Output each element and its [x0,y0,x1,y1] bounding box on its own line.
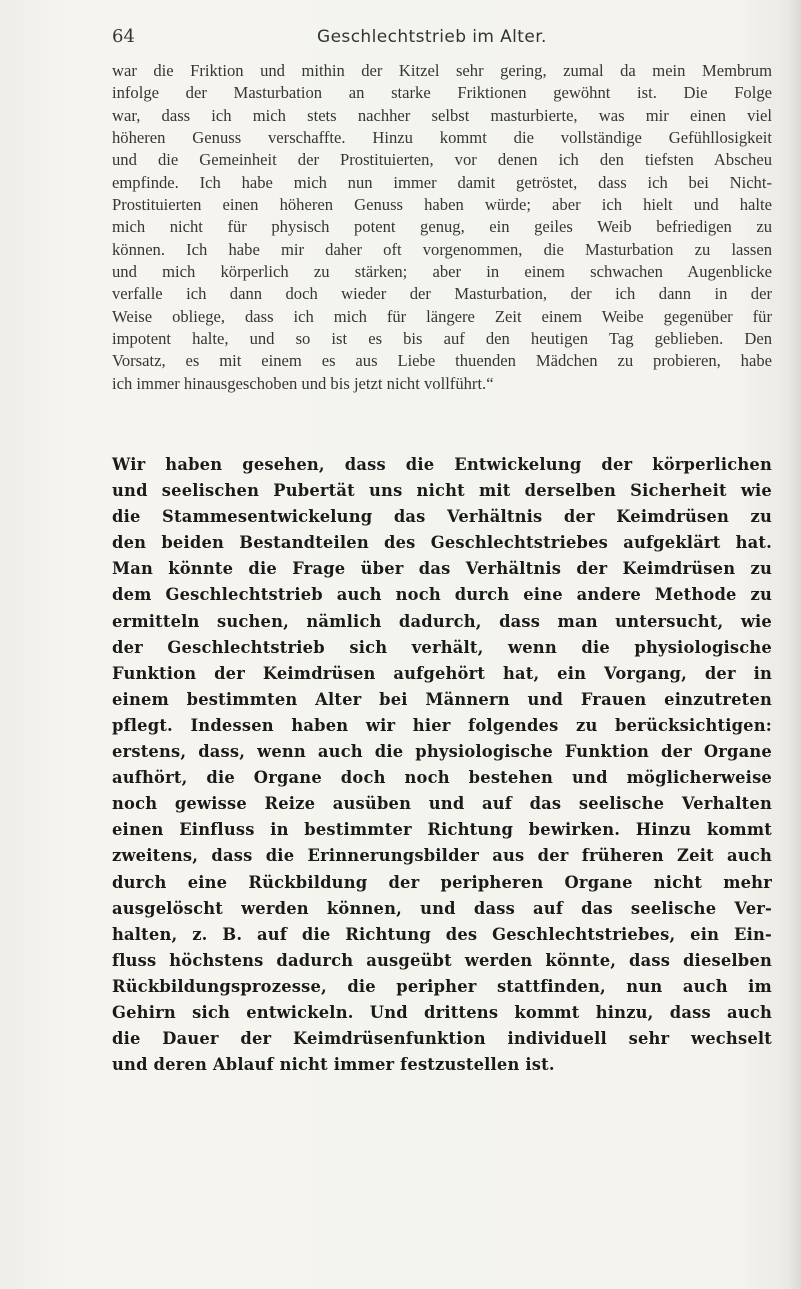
page-header [112,26,762,50]
body-line: erstens, dass, wenn auch die physiologische Funktion der Organe [112,742,772,762]
quote-line: infolge der Masturbation an starke Friktionen gewöhnt ist. Die Folge [112,83,772,103]
quote-line: ich immer hinausgeschoben und bis jetzt nicht vollführt.“ [112,373,494,393]
body-line: halten, z. B. auf die Richtung des Geschlechtstriebes, ein Ein- [112,924,772,944]
body-line: die Dauer der Keimdrüsenfunktion individuell sehr wechselt [112,1029,772,1049]
body-line: zweitens, dass die Erinnerungsbilder aus der früheren Zeit auch [112,846,772,866]
quote-line: können. Ich habe mir daher oft vorgenommen, die Masturbation zu lassen [112,239,772,259]
running-title: Geschlechtstrieb im Alter. [317,27,547,47]
page-edge-shadow [787,0,801,1289]
body-line: noch gewisse Reize ausüben und auf das seelische Verhalten [112,794,772,814]
body-line: Gehirn sich entwickeln. Und drittens kommt hinzu, dass auch [112,1002,772,1022]
quote-line: höheren Genuss verschaffte. Hinzu kommt die vollständige Gefühllosigkeit [112,128,772,148]
body-line: durch eine Rückbildung der peripheren Organe nicht mehr [112,872,772,892]
body-line: dem Geschlechtstrieb auch noch durch eine andere Methode zu [112,585,772,605]
body-line: Man könnte die Frage über das Verhältnis der Keimdrüsen zu [112,559,772,579]
body-line: fluss höchstens dadurch ausgeübt werden könnte, dass dieselben [112,950,772,970]
body-line: Wir haben gesehen, dass die Entwickelung der körperlichen [112,455,772,474]
quote-line: Weise obliege, dass ich mich für längere Zeit einem Weibe gegenüber für [112,306,772,326]
body-line: und seelischen Pubertät uns nicht mit derselben Sicherheit wie [112,481,772,501]
quote-line: und mich körperlich zu stärken; aber in einem schwachen Augenblicke [112,262,772,282]
body-line: einen Einfluss in bestimmter Richtung bewirken. Hinzu kommt [112,820,772,840]
quote-line: empfinde. Ich habe mich nun immer damit getröstet, dass ich bei Nicht- [112,172,772,192]
quoted-case-paragraph [112,60,772,395]
quote-line: impotent halte, und so ist es bis auf den heutigen Tag geblieben. Den [112,329,772,349]
body-line: Funktion der Keimdrüsen aufgehört hat, ein Vorgang, der in [112,663,772,683]
main-paragraph [112,452,772,1078]
quote-line: Vorsatz, es mit einem es aus Liebe thuenden Mädchen zu probieren, habe [112,351,772,371]
body-line: einem bestimmten Alter bei Männern und Frauen einzutreten [112,689,772,709]
body-line: Rückbildungsprozesse, die peripher stattfinden, nun auch im [112,976,772,996]
quote-line: und die Gemeinheit der Prostituierten, vor denen ich den tiefsten Abscheu [112,150,772,170]
quote-line: war, dass ich mich stets nachher selbst masturbierte, was mir einen viel [112,105,772,125]
body-line: den beiden Bestandteilen des Geschlechtstriebes aufgeklärt hat. [112,533,772,553]
body-line: der Geschlechtstrieb sich verhält, wenn die physiologische [112,637,772,657]
body-line: aufhört, die Organe doch noch bestehen und möglicherweise [112,768,772,788]
quote-line: Prostituierten einen höheren Genuss haben würde; aber ich hielt und halte [112,195,772,215]
body-line: pflegt. Indessen haben wir hier folgendes zu berücksichtigen: [112,715,772,735]
body-line: ausgelöscht werden können, und dass auf das seelische Ver- [112,898,772,918]
body-line: ermitteln suchen, nämlich dadurch, dass man untersucht, wie [112,611,772,631]
quote-line: war die Friktion und mithin der Kitzel sehr gering, zumal da mein Membrum [112,61,772,80]
quote-line: verfalle ich dann doch wieder der Masturbation, der ich dann in der [112,284,772,304]
quote-line: mich nicht für physisch potent genug, ein geiles Weib befriedigen zu [112,217,772,237]
page-number: 64 [112,26,135,47]
body-line: die Stammesentwickelung das Verhältnis der Keimdrüsen zu [112,507,772,527]
body-line: und deren Ablauf nicht immer festzustellen ist. [112,1055,555,1075]
